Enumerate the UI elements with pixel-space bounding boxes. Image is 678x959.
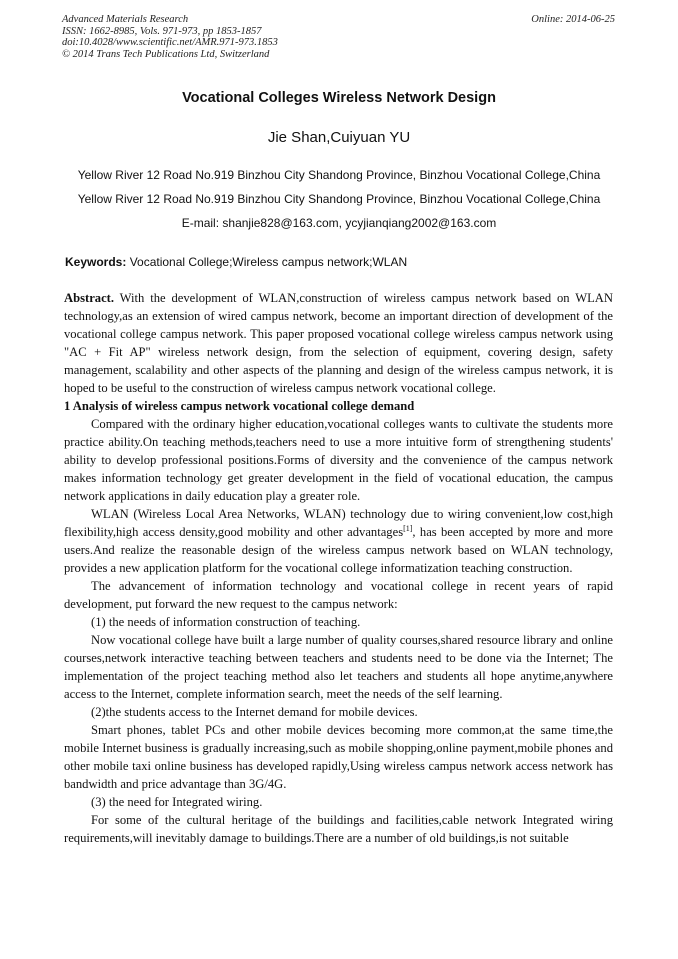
authors: Jie Shan,Cuiyuan YU bbox=[267, 129, 411, 146]
paragraph-1: Compared with the ordinary higher education,vocational colleges wants to cultivate the students more practice ability.On teaching methods,teachers need to use a more intuitive form of strengthening students' ability to develop professional positions.Forms of diversity and the convenience of the campus network makes information technology get greater development in the field of vocational education, the campus network applications in daily education play a greater role. bbox=[64, 417, 613, 503]
abstract-label: Abstract. bbox=[64, 291, 115, 305]
keywords bbox=[65, 255, 407, 269]
affiliation-2: Yellow River 12 Road No.919 Binzhou City Shandong Province, Binzhou Vocational College,China bbox=[77, 192, 601, 206]
doi-line: doi:10.4028/www.scientific.net/AMR.971-973.1853 bbox=[62, 37, 278, 48]
paragraph-4: Now vocational college have built a large number of quality courses,shared resource library and online courses,network interactive teaching between teachers and students need to be done via the Internet; The implementation of the project teaching method also let teachers and students all hope anytime,anywhere access to the Internet, complete information search, meet the needs of the self learning. bbox=[64, 633, 613, 701]
email-line: E-mail: shanjie828@163.com, ycyjianqiang2002@163.com bbox=[181, 216, 497, 230]
section-heading: 1 Analysis of wireless campus network vocational college demand bbox=[64, 399, 415, 413]
paper-title: Vocational Colleges Wireless Network Design bbox=[182, 90, 496, 106]
copyright-line: © 2014 Trans Tech Publications Ltd, Switzerland bbox=[62, 48, 270, 60]
abstract-text: With the development of WLAN,construction of wireless campus network based on WLAN technology,as an extension of wired campus network, become an important direction of development of the vocational college campus network. This paper proposed vocational college wireless campus network using "AC + Fit AP" wireless network design, from the selection of equipment, covering design, safety management, scalability and other aspects of the planning and design of the wireless campus network, it is hoped to be useful to the construction of wireless campus network vocational college. bbox=[64, 291, 613, 395]
journal-name: Advanced Materials Research bbox=[62, 14, 189, 25]
journal-header bbox=[62, 14, 278, 60]
paragraph-2-text-a: WLAN (Wireless Local Area Networks, WLAN) technology due to wiring convenient,low cost,high flexibility,high access density,good mobility and other advantages bbox=[64, 507, 613, 539]
citation-ref: [1] bbox=[403, 523, 413, 533]
issn-line: ISSN: 1662-8985, Vols. 971-973, pp 1853-1857 bbox=[62, 25, 262, 37]
paragraph-3: The advancement of information technology and vocational college in recent years of rapid development, put forward the new request to the campus network: bbox=[64, 579, 613, 611]
paragraph-6: For some of the cultural heritage of the buildings and facilities,cable network Integrated wiring requirements,will inevitably damage to buildings.There are a number of old buildings,is not suitable bbox=[64, 813, 613, 845]
online-date: Online: 2014-06-25 bbox=[531, 14, 615, 25]
paper-body bbox=[64, 289, 613, 847]
list-item-1: (1) the needs of information construction of teaching. bbox=[91, 615, 361, 629]
keywords-label: Keywords: bbox=[65, 255, 127, 269]
list-item-3: (3) the need for Integrated wiring. bbox=[91, 795, 263, 809]
list-item-2: (2)the students access to the Internet demand for mobile devices. bbox=[91, 705, 418, 719]
keywords-text: Vocational College;Wireless campus network;WLAN bbox=[126, 255, 408, 269]
affiliation-1: Yellow River 12 Road No.919 Binzhou City Shandong Province, Binzhou Vocational College,China bbox=[77, 168, 601, 182]
abstract bbox=[64, 289, 613, 397]
paragraph-5: Smart phones, tablet PCs and other mobile devices becoming more common,at the same time,the mobile Internet business is gradually increasing,such as mobile shopping,online payment,mobile phones and other mobile taxi online business has developed rapidly,Using wireless campus network access network has bandwidth and price advantage than 3G/4G. bbox=[64, 723, 613, 791]
paragraph-2-text-b: , has been accepted by more and more users.And realize the reasonable design of the wireless campus network based on WLAN technology, provides a new application platform for the vocational college informatization teaching construction. bbox=[64, 525, 613, 575]
paragraph-2 bbox=[64, 505, 613, 577]
